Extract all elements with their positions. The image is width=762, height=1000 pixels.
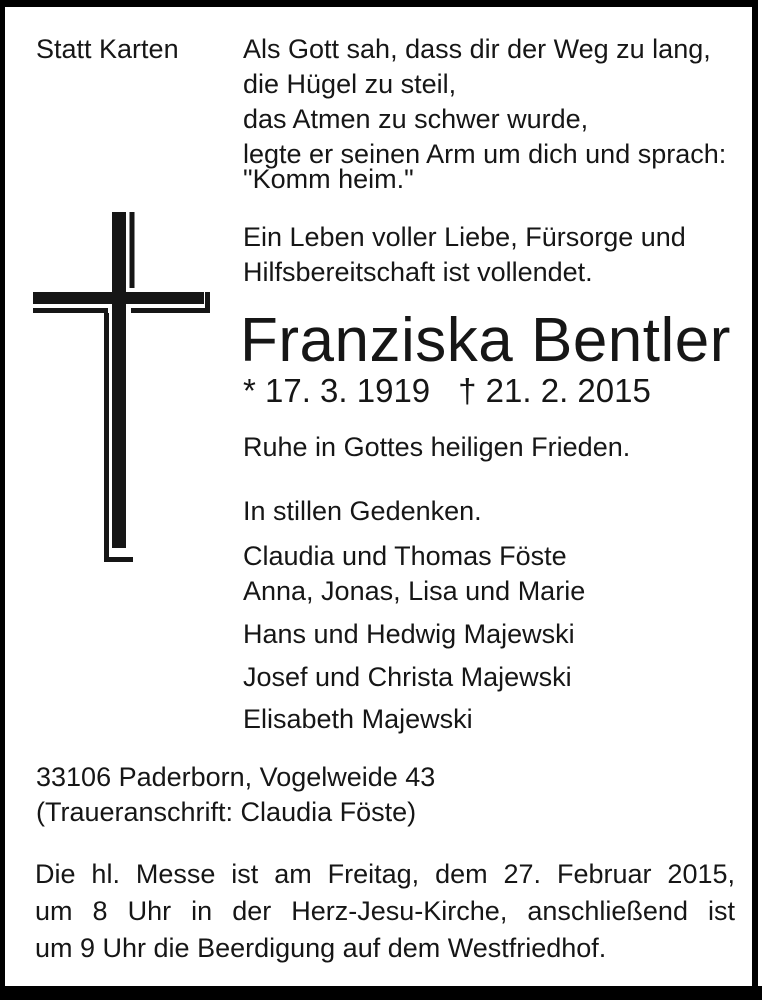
mourning-address xyxy=(36,760,435,830)
schedule-line: um 8 Uhr in der Herz-Jesu-Kirche, anschließend ist xyxy=(35,896,735,926)
cross-icon xyxy=(33,212,210,562)
mourner-name: Claudia und Thomas Föste xyxy=(243,541,567,571)
death-date: † 21. 2. 2015 xyxy=(458,372,651,409)
in-memory-line: In stillen Gedenken. xyxy=(243,496,482,526)
mourner-name: Anna, Jonas, Lisa und Marie xyxy=(243,576,586,606)
mourner-name: Elisabeth Majewski xyxy=(243,704,473,734)
poem-line: das Atmen zu schwer wurde, xyxy=(243,104,589,134)
address-line: 33106 Paderborn, Vogelweide 43 xyxy=(36,762,436,792)
address-line: (Traueranschrift: Claudia Föste) xyxy=(36,797,417,827)
mourner-name: Josef und Christa Majewski xyxy=(243,662,572,692)
intro-line: Ein Leben voller Liebe, Fürsorge und xyxy=(243,222,686,252)
memorial-poem xyxy=(243,32,726,197)
deceased-name: Franziska Bentler xyxy=(240,306,731,375)
statt-karten-label: Statt Karten xyxy=(36,34,179,64)
life-dates xyxy=(243,374,651,407)
intro-text xyxy=(243,220,686,290)
birth-date: * 17. 3. 1919 xyxy=(243,372,431,409)
mourner-name: Hans und Hedwig Majewski xyxy=(243,619,575,649)
intro-line: Hilfsbereitschaft ist vollendet. xyxy=(243,257,593,287)
schedule-line: Die hl. Messe ist am Freitag, dem 27. Februar 2015, xyxy=(35,859,735,889)
poem-line: "Komm heim." xyxy=(243,164,414,194)
rest-in-peace-line: Ruhe in Gottes heiligen Frieden. xyxy=(243,432,631,462)
funeral-schedule xyxy=(35,856,735,967)
poem-line: die Hügel zu steil, xyxy=(243,69,457,99)
poem-line: Als Gott sah, dass dir der Weg zu lang, xyxy=(243,34,711,64)
notice-border-bottom xyxy=(0,986,762,1000)
schedule-line: um 9 Uhr die Beerdigung auf dem Westfriedhof. xyxy=(35,933,607,963)
poem-line: legte er seinen Arm um dich und sprach: xyxy=(243,139,727,169)
